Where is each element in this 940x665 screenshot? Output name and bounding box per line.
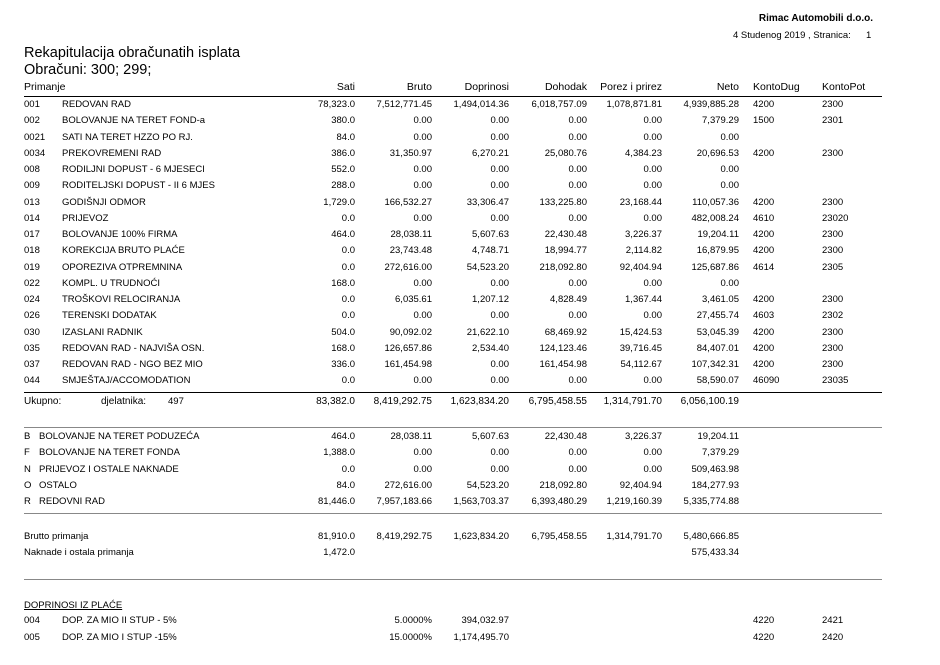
row-sati: 0.0 [341,245,355,257]
col-porez: Porez i prirez [600,81,662,93]
summary-label: Naknade i ostala primanja [24,547,134,559]
row-doprinosi: 1,207.12 [472,294,509,305]
row-konto-dug: 4200 [753,294,775,305]
report-title: Rekapitulacija obračunatih isplata [24,45,241,61]
total-porez: 1,314,791.70 [603,396,662,407]
total-row [0,396,940,412]
table-row [0,447,940,463]
contrib-title: DOPRINOSI IZ PLAĆE [24,600,123,611]
row-code: 013 [24,196,40,208]
row-neto: 7,379.29 [702,115,739,127]
group-neto: 509,463.98 [691,463,739,475]
row-konto-dug: 4200 [753,245,775,257]
row-porez: 4,384.23 [625,147,662,159]
total-neto: 6,056,100.19 [680,396,739,407]
row-sati: 464.0 [331,229,355,240]
row-bruto: 0.00 [413,277,432,289]
summary-label: Brutto primanja [24,531,89,542]
group-neto: 184,277.93 [691,479,739,491]
table-row [0,262,940,278]
row-porez: 15,424.53 [619,326,662,338]
row-dohodak: 6,018,757.09 [531,99,587,110]
group-dohodak: 6,393,480.29 [531,496,587,507]
row-neto: 0.00 [720,164,739,175]
row-neto: 27,455.74 [696,310,739,322]
row-code: 0034 [24,147,46,159]
row-bruto: 272,616.00 [384,261,432,273]
contrib-code: 005 [24,631,40,643]
table-row [0,132,940,148]
row-konto-pot: 2300 [822,196,844,208]
row-neto: 16,879.95 [696,245,739,257]
row-neto: 3,461.05 [702,294,739,305]
group-bruto: 7,957,183.66 [376,496,432,507]
row-doprinosi: 0.00 [490,180,509,192]
row-name: PRIJEVOZ [62,212,109,224]
row-sati: 380.0 [331,115,355,127]
row-porez: 0.00 [643,131,662,143]
total-divider [24,392,882,393]
row-konto-dug: 4200 [753,196,775,208]
row-porez: 0.00 [643,212,662,224]
row-bruto: 0.00 [413,115,432,127]
row-code: 024 [24,294,40,305]
row-dohodak: 0.00 [568,277,587,289]
table-row [0,547,940,563]
row-doprinosi: 0.00 [490,277,509,289]
table-row [0,294,940,310]
group-bruto: 0.00 [413,463,432,475]
row-dohodak: 124,123.46 [539,342,587,354]
contrib-name: DOP. ZA MIO II STUP - 5% [62,615,177,626]
row-neto: 53,045.39 [696,326,739,338]
summary-sati: 1,472.0 [323,547,355,559]
row-konto-pot: 2300 [822,147,844,159]
row-code: 014 [24,212,40,224]
row-name: IZASLANI RADNIK [62,326,143,338]
total-label: Ukupno: [24,396,62,407]
row-porez: 0.00 [643,180,662,192]
row-name: PREKOVREMENI RAD [62,147,162,159]
company-name: Rimac Automobili d.o.o. [758,13,873,24]
row-code: 037 [24,359,40,370]
col-doprinosi: Doprinosi [464,81,509,93]
row-doprinosi: 0.00 [490,131,509,143]
row-bruto: 0.00 [413,310,432,322]
row-code: 044 [24,375,40,387]
group-code: O [24,479,32,491]
row-doprinosi: 0.00 [490,359,509,370]
table-row [0,343,940,359]
row-konto-dug: 4614 [753,261,775,273]
row-neto: 482,008.24 [691,212,739,224]
row-doprinosi: 0.00 [490,164,509,175]
row-name: KOMPL. U TRUDNOĆI [62,277,161,289]
row-bruto: 0.00 [413,375,432,387]
col-konto-pot: KontoPot [822,81,866,93]
row-konto-dug: 1500 [753,115,775,127]
row-porez: 3,226.37 [625,229,662,240]
contrib-konto-dug: 4220 [753,615,775,626]
group-neto: 19,204.11 [697,431,739,442]
row-dohodak: 68,469.92 [544,326,587,338]
group-bruto: 28,038.11 [390,431,432,442]
summary-neto: 575,433.34 [691,547,739,559]
contrib-rate: 15.0000% [389,631,432,643]
table-row [0,327,940,343]
group-doprinosi: 0.00 [490,447,509,459]
group-sati: 0.0 [341,463,355,475]
row-neto: 19,204.11 [697,229,739,240]
group-code: B [24,431,31,442]
row-name: RODILJNI DOPUST - 6 MJESECI [62,164,205,175]
contrib-rate: 5.0000% [394,615,432,626]
row-konto-dug: 4200 [753,99,775,110]
row-sati: 1,729.0 [323,196,355,208]
table-row [0,148,940,164]
summary-dohodak: 6,795,458.55 [531,531,587,542]
row-konto-pot: 2302 [822,310,844,322]
row-doprinosi: 33,306.47 [466,196,509,208]
row-code: 001 [24,99,40,110]
col-konto-dug: KontoDug [753,81,800,93]
row-konto-pot: 2300 [822,229,844,240]
row-code: 008 [24,164,40,175]
group-doprinosi: 54,523.20 [466,479,509,491]
row-sati: 0.0 [341,212,355,224]
row-porez: 54,112.67 [620,359,662,370]
row-konto-pot: 2301 [822,115,844,127]
row-doprinosi: 1,494,014.36 [453,99,509,110]
row-konto-dug: 4200 [753,342,775,354]
summary-porez: 1,314,791.70 [606,531,662,542]
table-row [0,245,940,261]
djelatnika-label: djelatnika: [101,396,147,407]
page-number: 1 [866,30,872,41]
summary-neto: 5,480,666.85 [683,531,739,542]
row-code: 026 [24,310,40,322]
group-doprinosi: 0.00 [490,463,509,475]
group-bruto: 0.00 [413,447,432,459]
row-sati: 386.0 [331,147,355,159]
row-code: 002 [24,115,40,127]
row-neto: 110,057.36 [692,196,739,208]
row-porez: 0.00 [643,375,662,387]
col-dohodak: Dohodak [544,81,587,93]
row-neto: 125,687.86 [691,261,739,273]
row-konto-pot: 2300 [822,359,844,370]
row-name: TROŠKOVI RELOCIRANJA [62,294,181,305]
row-doprinosi: 0.00 [490,375,509,387]
group-sati: 84.0 [336,479,355,491]
group-code: R [24,496,31,507]
row-bruto: 161,454.98 [384,359,432,370]
group-name: OSTALO [39,479,77,491]
total-sati: 83,382.0 [316,396,355,407]
group-name: REDOVNI RAD [39,496,105,507]
group-porez: 0.00 [643,463,662,475]
table-row [0,375,940,391]
group-dohodak: 22,430.48 [544,431,587,442]
row-porez: 0.00 [643,277,662,289]
row-bruto: 166,532.27 [384,196,432,208]
row-dohodak: 218,092.80 [539,261,587,273]
row-code: 030 [24,326,40,338]
row-dohodak: 0.00 [568,180,587,192]
row-name: KOREKCIJA BRUTO PLAĆE [62,245,185,257]
row-konto-dug: 4200 [753,359,775,370]
row-sati: 504.0 [331,326,355,338]
row-porez: 39,716.45 [619,342,662,354]
table-row [0,99,940,115]
row-porez: 92,404.94 [619,261,662,273]
group-dohodak: 0.00 [568,463,587,475]
row-konto-dug: 46090 [753,375,780,387]
contrib-amount: 394,032.97 [461,615,509,626]
group-code: F [24,447,30,459]
row-name: BOLOVANJE NA TERET FOND-a [62,115,206,127]
row-konto-pot: 2305 [822,261,844,273]
col-bruto: Bruto [406,81,432,93]
row-sati: 168.0 [331,342,355,354]
row-name: TERENSKI DODATAK [62,310,157,322]
row-dohodak: 0.00 [568,131,587,143]
group-sati: 464.0 [331,431,355,442]
row-name: REDOVAN RAD - NAJVIŠA OSN. [62,342,205,354]
group-porez: 3,226.37 [625,431,662,442]
row-name: BOLOVANJE 100% FIRMA [62,229,178,240]
contrib-konto-dug: 4220 [753,631,775,643]
total-bruto: 8,419,292.75 [373,396,432,407]
row-neto: 4,939,885.28 [683,99,739,110]
row-bruto: 0.00 [413,180,432,192]
report-subtitle: Obračuni: 300; 299; [24,62,152,78]
row-name: GODIŠNJI ODMOR [62,196,146,208]
table-row [0,464,940,480]
contrib-name: DOP. ZA MIO I STUP -15% [62,631,177,643]
row-bruto: 23,743.48 [389,245,432,257]
row-name: OPOREZIVA OTPREMNINA [62,261,183,273]
row-bruto: 7,512,771.45 [376,99,432,110]
row-dohodak: 22,430.48 [544,229,587,240]
row-code: 022 [24,277,40,289]
row-porez: 23,168.44 [619,196,662,208]
row-konto-pot: 2300 [822,294,844,305]
row-dohodak: 0.00 [568,310,587,322]
row-konto-dug: 4200 [753,147,775,159]
djelatnika-count: 497 [168,396,184,407]
row-porez: 0.00 [643,115,662,127]
row-doprinosi: 5,607.63 [472,229,509,240]
report-date: 4 Studenog 2019 [733,30,806,41]
row-name: SATI NA TERET HZZO PO RJ. [62,131,193,143]
table-row [0,431,940,447]
row-sati: 0.0 [341,294,355,305]
group-doprinosi: 5,607.63 [472,431,509,442]
header-divider [24,96,882,97]
group-neto: 7,379.29 [702,447,739,459]
row-code: 017 [24,229,40,240]
row-konto-pot: 2300 [822,326,844,338]
row-porez: 2,114.82 [625,245,662,257]
contrib-divider [24,579,882,580]
col-sati: Sati [336,81,355,93]
row-konto-pot: 23035 [822,375,849,387]
row-neto: 0.00 [720,277,739,289]
table-row [0,615,940,631]
contrib-amount: 1,174,495.70 [453,631,509,643]
col-primanje: Primanje [24,81,66,93]
groups-divider [24,427,882,428]
row-konto-dug: 4200 [753,326,775,338]
row-dohodak: 4,828.49 [550,294,587,305]
row-konto-dug: 4603 [753,310,775,322]
row-sati: 84.0 [336,131,355,143]
row-dohodak: 161,454.98 [539,359,587,370]
table-header [0,81,940,97]
row-porez: 1,078,871.81 [606,99,662,110]
group-porez: 0.00 [643,447,662,459]
row-sati: 0.0 [341,375,355,387]
table-row [0,531,940,547]
row-neto: 0.00 [720,180,739,192]
col-neto: Neto [716,81,739,93]
row-dohodak: 0.00 [568,164,587,175]
row-bruto: 0.00 [413,131,432,143]
table-row [0,496,940,512]
contrib-code: 004 [24,615,40,626]
row-code: 009 [24,180,40,192]
group-sati: 81,446.0 [318,496,355,507]
group-code: N [24,463,31,475]
row-bruto: 0.00 [413,212,432,224]
table-row [0,180,940,196]
summary-bruto: 8,419,292.75 [376,531,432,542]
group-sati: 1,388.0 [323,447,355,459]
row-neto: 58,590.07 [696,375,739,387]
row-neto: 20,696.53 [696,147,739,159]
row-sati: 336.0 [331,359,355,370]
row-dohodak: 25,080.76 [544,147,587,159]
row-code: 0021 [24,131,46,143]
group-doprinosi: 1,563,703.37 [453,496,509,507]
row-konto-dug: 4200 [753,229,775,240]
table-row [0,164,940,180]
group-dohodak: 0.00 [568,447,587,459]
row-doprinosi: 21,622.10 [466,326,509,338]
row-doprinosi: 0.00 [490,115,509,127]
group-neto: 5,335,774.88 [683,496,739,507]
row-sati: 0.0 [341,261,355,273]
total-dohodak: 6,795,458.55 [528,396,587,407]
row-dohodak: 0.00 [568,375,587,387]
contrib-konto-pot: 2421 [822,615,844,626]
row-doprinosi: 0.00 [490,310,509,322]
row-code: 035 [24,342,40,354]
group-name: BOLOVANJE NA TERET FONDA [39,447,180,459]
row-sati: 78,323.0 [318,99,355,110]
row-doprinosi: 2,534.40 [472,342,509,354]
row-bruto: 90,092.02 [389,326,432,338]
row-bruto: 28,038.11 [390,229,432,240]
row-dohodak: 18,994.77 [544,245,587,257]
table-row [0,213,940,229]
row-sati: 0.0 [341,310,355,322]
table-row [0,278,940,294]
row-porez: 0.00 [643,310,662,322]
report-date-line [733,30,851,41]
group-dohodak: 218,092.80 [539,479,587,491]
table-row [0,115,940,131]
summary-divider [24,513,882,514]
row-code: 018 [24,245,40,257]
row-dohodak: 0.00 [568,212,587,224]
group-bruto: 272,616.00 [384,479,432,491]
group-name: PRIJEVOZ I OSTALE NAKNADE [39,463,179,475]
row-doprinosi: 54,523.20 [466,261,509,273]
row-doprinosi: 4,748.71 [472,245,509,257]
row-sati: 552.0 [331,164,355,175]
group-porez: 92,404.94 [619,479,662,491]
contrib-konto-pot: 2420 [822,631,844,643]
table-row [0,310,940,326]
summary-doprinosi: 1,623,834.20 [453,531,509,542]
row-sati: 288.0 [331,180,355,192]
row-konto-dug: 4610 [753,212,775,224]
row-bruto: 0.00 [413,164,432,175]
row-name: REDOVAN RAD [62,99,131,110]
total-doprinosi: 1,623,834.20 [450,396,509,407]
row-konto-pot: 2300 [822,99,844,110]
row-neto: 84,407.01 [696,342,739,354]
row-name: REDOVAN RAD - NGO BEZ MIO [62,359,203,370]
row-neto: 0.00 [720,131,739,143]
row-bruto: 126,657.86 [384,342,432,354]
table-row [0,359,940,375]
row-konto-pot: 2300 [822,342,844,354]
row-bruto: 6,035.61 [395,294,432,305]
row-porez: 0.00 [643,164,662,175]
row-dohodak: 133,225.80 [539,196,587,208]
table-row [0,229,940,245]
row-porez: 1,367.44 [625,294,662,305]
row-bruto: 31,350.97 [389,147,432,159]
row-neto: 107,342.31 [691,359,739,370]
row-code: 019 [24,261,40,273]
row-name: SMJEŠTAJ/ACCOMODATION [62,375,191,387]
group-porez: 1,219,160.39 [606,496,662,507]
row-konto-pot: 2300 [822,245,844,257]
page-label: , Stranica: [808,30,851,41]
table-row [0,480,940,496]
table-row [0,197,940,213]
group-name: BOLOVANJE NA TERET PODUZEĆA [39,431,200,442]
table-row [0,632,940,648]
row-name: RODITELJSKI DOPUST - II 6 MJES [62,180,215,192]
row-dohodak: 0.00 [568,115,587,127]
row-konto-pot: 23020 [822,212,849,224]
summary-sati: 81,910.0 [318,531,355,542]
row-doprinosi: 0.00 [490,212,509,224]
row-doprinosi: 6,270.21 [472,147,509,159]
row-sati: 168.0 [331,277,355,289]
